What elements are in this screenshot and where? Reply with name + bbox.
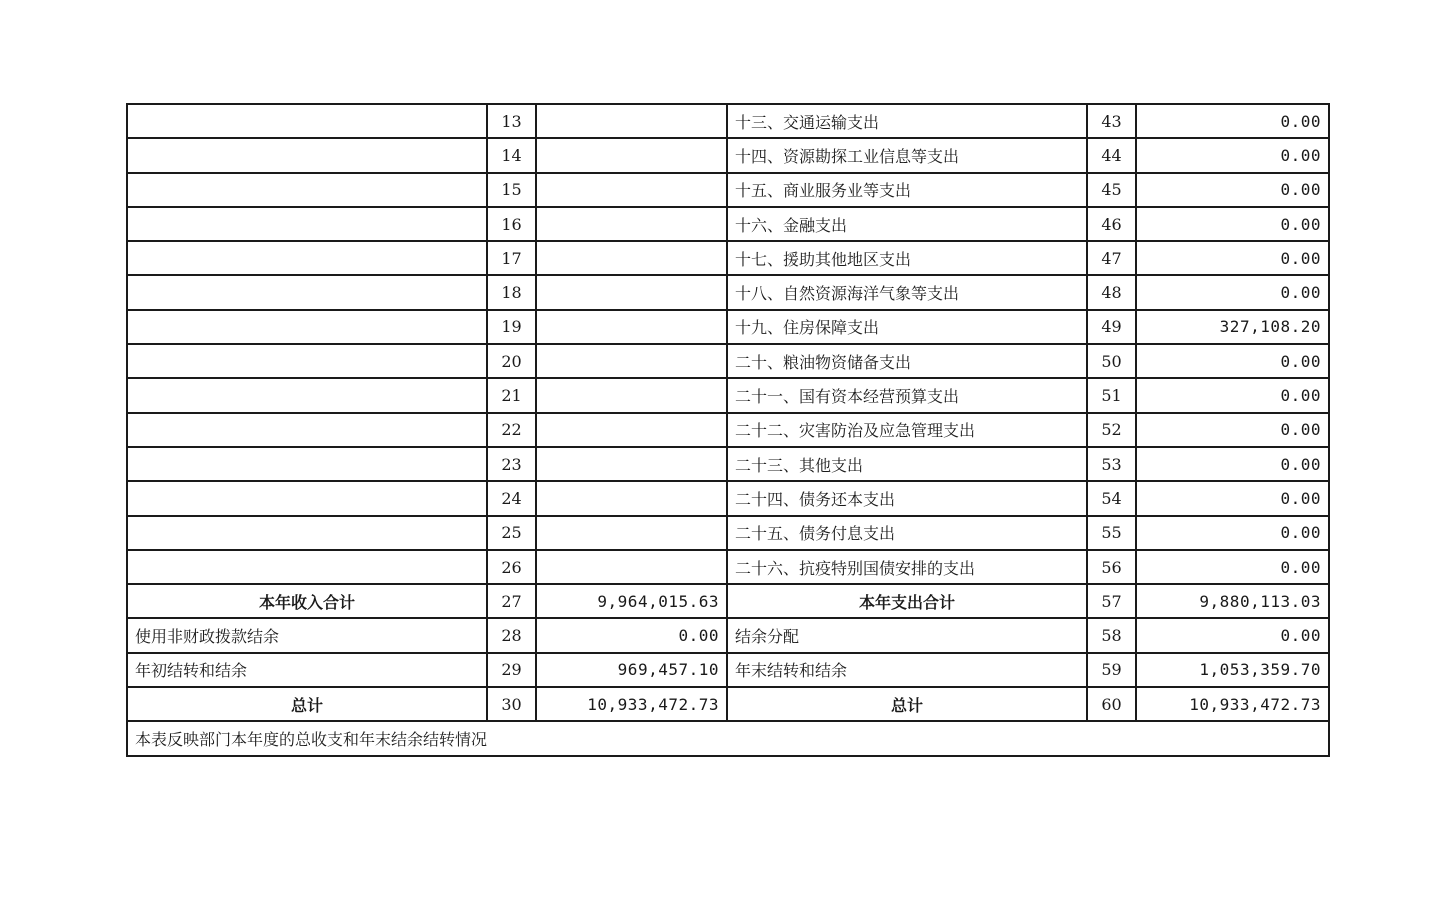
income-row-number-cell: 15 — [487, 173, 536, 207]
income-amount-cell — [536, 481, 727, 515]
table-row — [127, 275, 1329, 309]
expense-item-cell: 年末结转和结余 — [727, 653, 1087, 687]
income-row-number-cell: 17 — [487, 241, 536, 275]
expense-row-number-cell: 52 — [1087, 413, 1136, 447]
income-amount-cell — [536, 516, 727, 550]
table-row — [127, 138, 1329, 172]
income-item-cell — [127, 275, 487, 309]
expense-amount-cell: 1,053,359.70 — [1136, 653, 1329, 687]
table-note: 本表反映部门本年度的总收支和年末结余结转情况 — [127, 721, 1329, 755]
table-row — [127, 241, 1329, 275]
expense-item-cell: 二十、粮油物资储备支出 — [727, 344, 1087, 378]
table-row — [127, 550, 1329, 584]
income-item-cell — [127, 310, 487, 344]
table-row — [127, 516, 1329, 550]
table-row — [127, 173, 1329, 207]
income-row-number-cell: 30 — [487, 687, 536, 721]
table-row — [127, 687, 1329, 721]
table-row — [127, 378, 1329, 412]
income-row-number-cell: 21 — [487, 378, 536, 412]
expense-row-number-cell: 46 — [1087, 207, 1136, 241]
income-amount-cell — [536, 173, 727, 207]
income-item-cell — [127, 516, 487, 550]
income-item-cell — [127, 138, 487, 172]
income-amount-cell — [536, 413, 727, 447]
income-item-cell — [127, 241, 487, 275]
expense-row-number-cell: 43 — [1087, 104, 1136, 138]
income-amount-cell: 969,457.10 — [536, 653, 727, 687]
income-amount-cell — [536, 550, 727, 584]
income-expense-table — [126, 103, 1330, 757]
expense-item-cell: 二十三、其他支出 — [727, 447, 1087, 481]
income-row-number-cell: 28 — [487, 618, 536, 652]
income-row-number-cell: 13 — [487, 104, 536, 138]
expense-item-cell: 十八、自然资源海洋气象等支出 — [727, 275, 1087, 309]
expense-amount-cell: 0.00 — [1136, 413, 1329, 447]
income-row-number-cell: 27 — [487, 584, 536, 618]
expense-amount-cell: 0.00 — [1136, 241, 1329, 275]
expense-item-cell: 二十六、抗疫特别国债安排的支出 — [727, 550, 1087, 584]
expense-item-cell: 结余分配 — [727, 618, 1087, 652]
table-row — [127, 584, 1329, 618]
income-item-cell — [127, 550, 487, 584]
income-row-number-cell: 22 — [487, 413, 536, 447]
expense-amount-cell: 0.00 — [1136, 138, 1329, 172]
income-row-number-cell: 19 — [487, 310, 536, 344]
income-item-cell — [127, 173, 487, 207]
table-row — [127, 447, 1329, 481]
expense-amount-cell: 0.00 — [1136, 618, 1329, 652]
table-row — [127, 310, 1329, 344]
income-amount-cell — [536, 378, 727, 412]
income-item-cell: 年初结转和结余 — [127, 653, 487, 687]
expense-amount-cell: 0.00 — [1136, 516, 1329, 550]
income-row-number-cell: 29 — [487, 653, 536, 687]
table-row — [127, 481, 1329, 515]
expense-amount-cell: 10,933,472.73 — [1136, 687, 1329, 721]
expense-row-number-cell: 44 — [1087, 138, 1136, 172]
expense-row-number-cell: 48 — [1087, 275, 1136, 309]
expense-item-cell: 十四、资源勘探工业信息等支出 — [727, 138, 1087, 172]
income-amount-cell — [536, 447, 727, 481]
expense-item-cell: 本年支出合计 — [727, 584, 1087, 618]
income-row-number-cell: 25 — [487, 516, 536, 550]
expense-item-cell: 二十二、灾害防治及应急管理支出 — [727, 413, 1087, 447]
income-amount-cell — [536, 138, 727, 172]
expense-amount-cell: 0.00 — [1136, 344, 1329, 378]
table-row — [127, 618, 1329, 652]
expense-item-cell: 十三、交通运输支出 — [727, 104, 1087, 138]
income-item-cell — [127, 413, 487, 447]
table-row — [127, 344, 1329, 378]
income-row-number-cell: 23 — [487, 447, 536, 481]
expense-amount-cell: 0.00 — [1136, 447, 1329, 481]
expense-amount-cell: 327,108.20 — [1136, 310, 1329, 344]
expense-amount-cell: 0.00 — [1136, 207, 1329, 241]
expense-amount-cell: 0.00 — [1136, 481, 1329, 515]
expense-row-number-cell: 60 — [1087, 687, 1136, 721]
table-body — [127, 104, 1329, 756]
table-row — [127, 653, 1329, 687]
expense-item-cell: 总计 — [727, 687, 1087, 721]
income-row-number-cell: 24 — [487, 481, 536, 515]
expense-row-number-cell: 58 — [1087, 618, 1136, 652]
income-item-cell — [127, 378, 487, 412]
income-amount-cell: 9,964,015.63 — [536, 584, 727, 618]
expense-row-number-cell: 55 — [1087, 516, 1136, 550]
income-row-number-cell: 16 — [487, 207, 536, 241]
expense-item-cell: 二十五、债务付息支出 — [727, 516, 1087, 550]
income-row-number-cell: 26 — [487, 550, 536, 584]
income-amount-cell — [536, 207, 727, 241]
expense-item-cell: 二十四、债务还本支出 — [727, 481, 1087, 515]
table-row — [127, 104, 1329, 138]
expense-row-number-cell: 47 — [1087, 241, 1136, 275]
expense-row-number-cell: 45 — [1087, 173, 1136, 207]
income-amount-cell: 0.00 — [536, 618, 727, 652]
income-item-cell: 本年收入合计 — [127, 584, 487, 618]
table-row — [127, 207, 1329, 241]
expense-row-number-cell: 50 — [1087, 344, 1136, 378]
income-item-cell — [127, 344, 487, 378]
note-row — [127, 721, 1329, 755]
income-item-cell — [127, 481, 487, 515]
income-amount-cell — [536, 275, 727, 309]
expense-item-cell: 十九、住房保障支出 — [727, 310, 1087, 344]
income-row-number-cell: 14 — [487, 138, 536, 172]
expense-amount-cell: 0.00 — [1136, 173, 1329, 207]
income-amount-cell — [536, 241, 727, 275]
expense-amount-cell: 0.00 — [1136, 550, 1329, 584]
income-item-cell — [127, 104, 487, 138]
expense-item-cell: 十七、援助其他地区支出 — [727, 241, 1087, 275]
expense-row-number-cell: 49 — [1087, 310, 1136, 344]
income-item-cell: 使用非财政拨款结余 — [127, 618, 487, 652]
income-amount-cell — [536, 104, 727, 138]
income-row-number-cell: 20 — [487, 344, 536, 378]
expense-row-number-cell: 53 — [1087, 447, 1136, 481]
expense-row-number-cell: 51 — [1087, 378, 1136, 412]
expense-row-number-cell: 57 — [1087, 584, 1136, 618]
expense-amount-cell: 0.00 — [1136, 378, 1329, 412]
expense-row-number-cell: 59 — [1087, 653, 1136, 687]
expense-amount-cell: 0.00 — [1136, 104, 1329, 138]
expense-row-number-cell: 54 — [1087, 481, 1136, 515]
expense-item-cell: 二十一、国有资本经营预算支出 — [727, 378, 1087, 412]
income-item-cell: 总计 — [127, 687, 487, 721]
income-row-number-cell: 18 — [487, 275, 536, 309]
expense-item-cell: 十六、金融支出 — [727, 207, 1087, 241]
income-item-cell — [127, 207, 487, 241]
income-amount-cell: 10,933,472.73 — [536, 687, 727, 721]
income-amount-cell — [536, 310, 727, 344]
expense-row-number-cell: 56 — [1087, 550, 1136, 584]
expense-amount-cell: 9,880,113.03 — [1136, 584, 1329, 618]
income-item-cell — [127, 447, 487, 481]
expense-amount-cell: 0.00 — [1136, 275, 1329, 309]
income-amount-cell — [536, 344, 727, 378]
expense-item-cell: 十五、商业服务业等支出 — [727, 173, 1087, 207]
table-row — [127, 413, 1329, 447]
